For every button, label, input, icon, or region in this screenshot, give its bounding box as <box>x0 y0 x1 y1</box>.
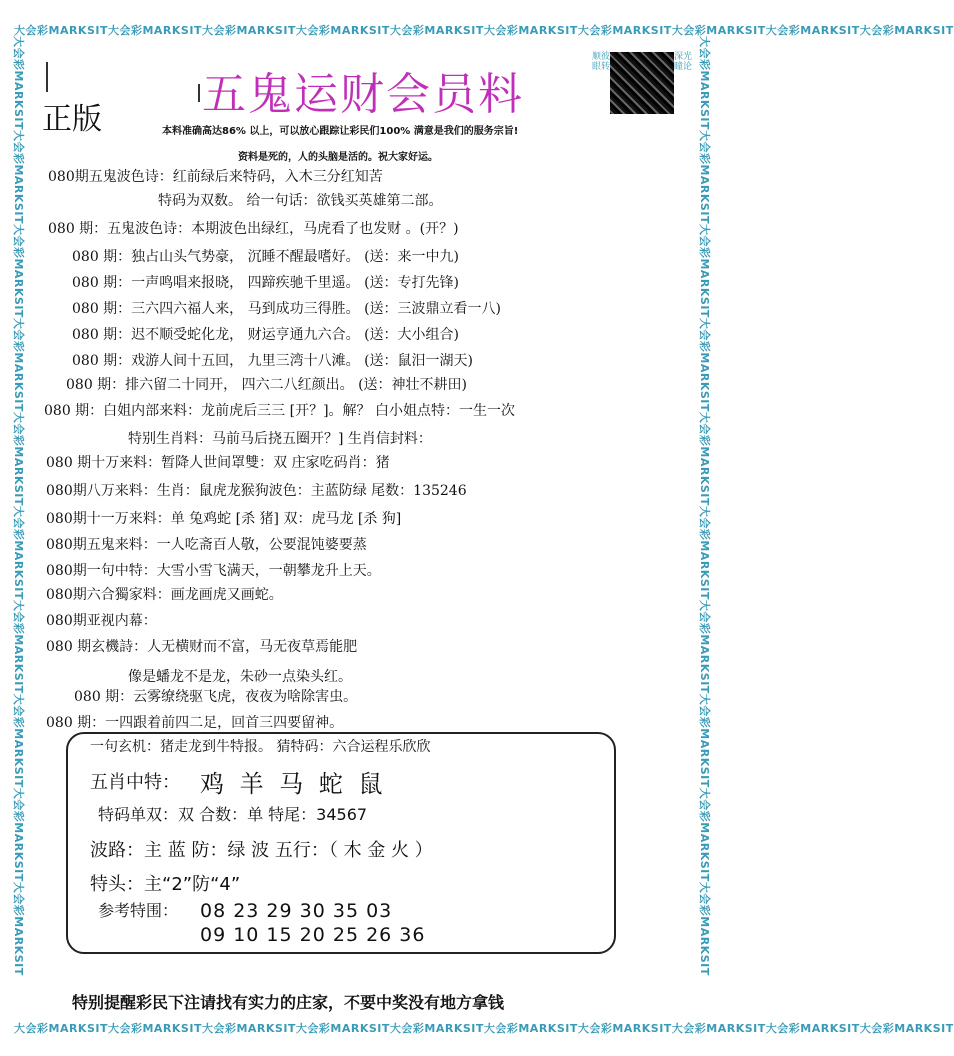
text-line: 080期五鬼来料：一人吃斋百人敬，公要混饨婆要蒸 <box>46 537 367 553</box>
qr-left-caption: 顺彼眼转 <box>592 52 610 114</box>
decor-line <box>46 62 48 92</box>
text-line: 080 期：白姐内部来料：龙前虎后三三 [开？]。解？ 白小姐点特：一生一次 <box>44 403 515 419</box>
text-line: 080 期：独占山头气势豪， 沉睡不醒最嗜好。 (送：来一中九) <box>72 249 459 265</box>
top-border-watermark: 大会彩MARKSIT大会彩MARKSIT大会彩MARKSIT大会彩MARKSIT大会彩MARKSIT大会彩MARKSIT大会彩MARKSIT大会彩MARKSIT大会彩MARKSIT大会彩MARKSIT <box>14 24 954 37</box>
reference-label: 参考特围： <box>98 901 179 920</box>
text-line: 特码为双数。 给一句话：欲钱买英雄第二部。 <box>158 193 443 209</box>
right-border-watermark <box>700 36 714 1020</box>
text-line: 080 期：迟不顺受蛇化龙， 财运亨通九六合。 (送：大小组合) <box>72 327 459 343</box>
left-border-text: 大会彩MARKSIT大会彩MARKSIT大会彩MARKSIT大会彩MARKSIT大会彩MARKSIT大会彩MARKSIT大会彩MARKSIT大会彩MARKSIT大会彩MARKSIT大会彩MARKSIT <box>12 36 25 976</box>
text-line: 080 期：一声鸣唱来报晓， 四蹄疾驰千里遥。 (送：专打先锋) <box>72 275 459 291</box>
five-zodiac-label: 五肖中特： <box>90 772 180 793</box>
title-divider <box>198 84 200 102</box>
text-line: 080期十一万来料：单 兔鸡蛇 [杀 猪] 双：虎马龙 [杀 狗] <box>46 511 402 527</box>
text-line: 080 期：云雾缭绕驱飞虎，夜夜为啥除害虫。 <box>74 689 358 705</box>
riddle-line: 一句玄机：猪走龙到牛特报。 猜特码：六合运程乐欣欣 <box>90 739 431 755</box>
accuracy-note: 本料准确高达86% 以上，可以放心跟踪让彩民们100% 满意是我们的服务宗旨! <box>162 126 519 137</box>
text-line: 080期八万来料：生肖：鼠虎龙猴狗波色：主蓝防绿 尾数：135246 <box>46 483 467 499</box>
text-line: 080 期：戏游人间十五回， 九里三湾十八滩。 (送：鼠汨一湖天) <box>72 353 473 369</box>
text-line: 080 期：三六四六福人来， 马到成功三得胜。 (送：三波鼎立看一八) <box>72 301 501 317</box>
luck-note: 资料是死的，人的头脑是活的。祝大家好运。 <box>238 152 438 163</box>
qr-right-caption: 深光瞳论 <box>674 52 692 114</box>
text-line: 080期一句中特：大雪小雪飞满天，一朝攀龙升上天。 <box>46 563 381 579</box>
text-line: 080 期：五鬼波色诗：本期波色出绿红，马虎看了也发财 。(开？) <box>48 221 459 237</box>
text-line: 080期亚视内幕： <box>46 613 157 629</box>
text-line: 080期五鬼波色诗：红前绿后来特码，入木三分红知苦 <box>48 169 383 185</box>
genuine-badge: 正版 <box>42 102 102 137</box>
five-zodiac-value: 鸡 羊 马 蛇 鼠 <box>200 770 387 798</box>
footer-reminder: 特别提醒彩民下注请找有实力的庄家，不要中奖没有地方拿钱 <box>72 993 505 1012</box>
text-line: 080 期十万来料：暂降人世间罩雙：双 庄家吃码肖：猪 <box>46 455 390 471</box>
text-line: 080期六合獨家料：画龙画虎又画蛇。 <box>46 587 283 603</box>
reference-numbers-1: 08 23 29 30 35 03 <box>200 900 393 922</box>
text-line: 像是蟠龙不是龙，朱砂一点染头红。 <box>128 669 352 685</box>
reference-numbers-2: 09 10 15 20 25 26 36 <box>200 924 426 946</box>
text-line: 080 期玄機詩：人无横财而不富，马无夜草焉能肥 <box>46 639 358 655</box>
wave-line: 波路：主 蓝 防：绿 波 五行：（ 木 金 火 ） <box>90 840 433 861</box>
bottom-border-watermark: 大会彩MARKSIT大会彩MARKSIT大会彩MARKSIT大会彩MARKSIT大会彩MARKSIT大会彩MARKSIT大会彩MARKSIT大会彩MARKSIT大会彩MARKSIT大会彩MARKSIT <box>14 1022 954 1035</box>
odd-even-line: 特码单双：双 合数：单 特尾：34567 <box>98 805 368 824</box>
head-line: 特头：主“2”防“4” <box>90 874 241 895</box>
right-border-text: 大会彩MARKSIT大会彩MARKSIT大会彩MARKSIT大会彩MARKSIT大会彩MARKSIT大会彩MARKSIT大会彩MARKSIT大会彩MARKSIT大会彩MARKSIT大会彩MARKSIT <box>698 36 711 976</box>
text-line: 特别生肖料：马前马后挠五圈开？] 生肖信封料： <box>128 431 432 447</box>
text-line: 080 期：一四跟着前四二足，回首三四要留神。 <box>46 715 344 731</box>
page-title: 五鬼运财会员料 <box>202 69 524 120</box>
text-line: 080 期：排六留二十同开， 四六二八红颜出。 (送：神壮不耕田) <box>66 377 467 393</box>
left-border-watermark <box>14 36 28 1020</box>
